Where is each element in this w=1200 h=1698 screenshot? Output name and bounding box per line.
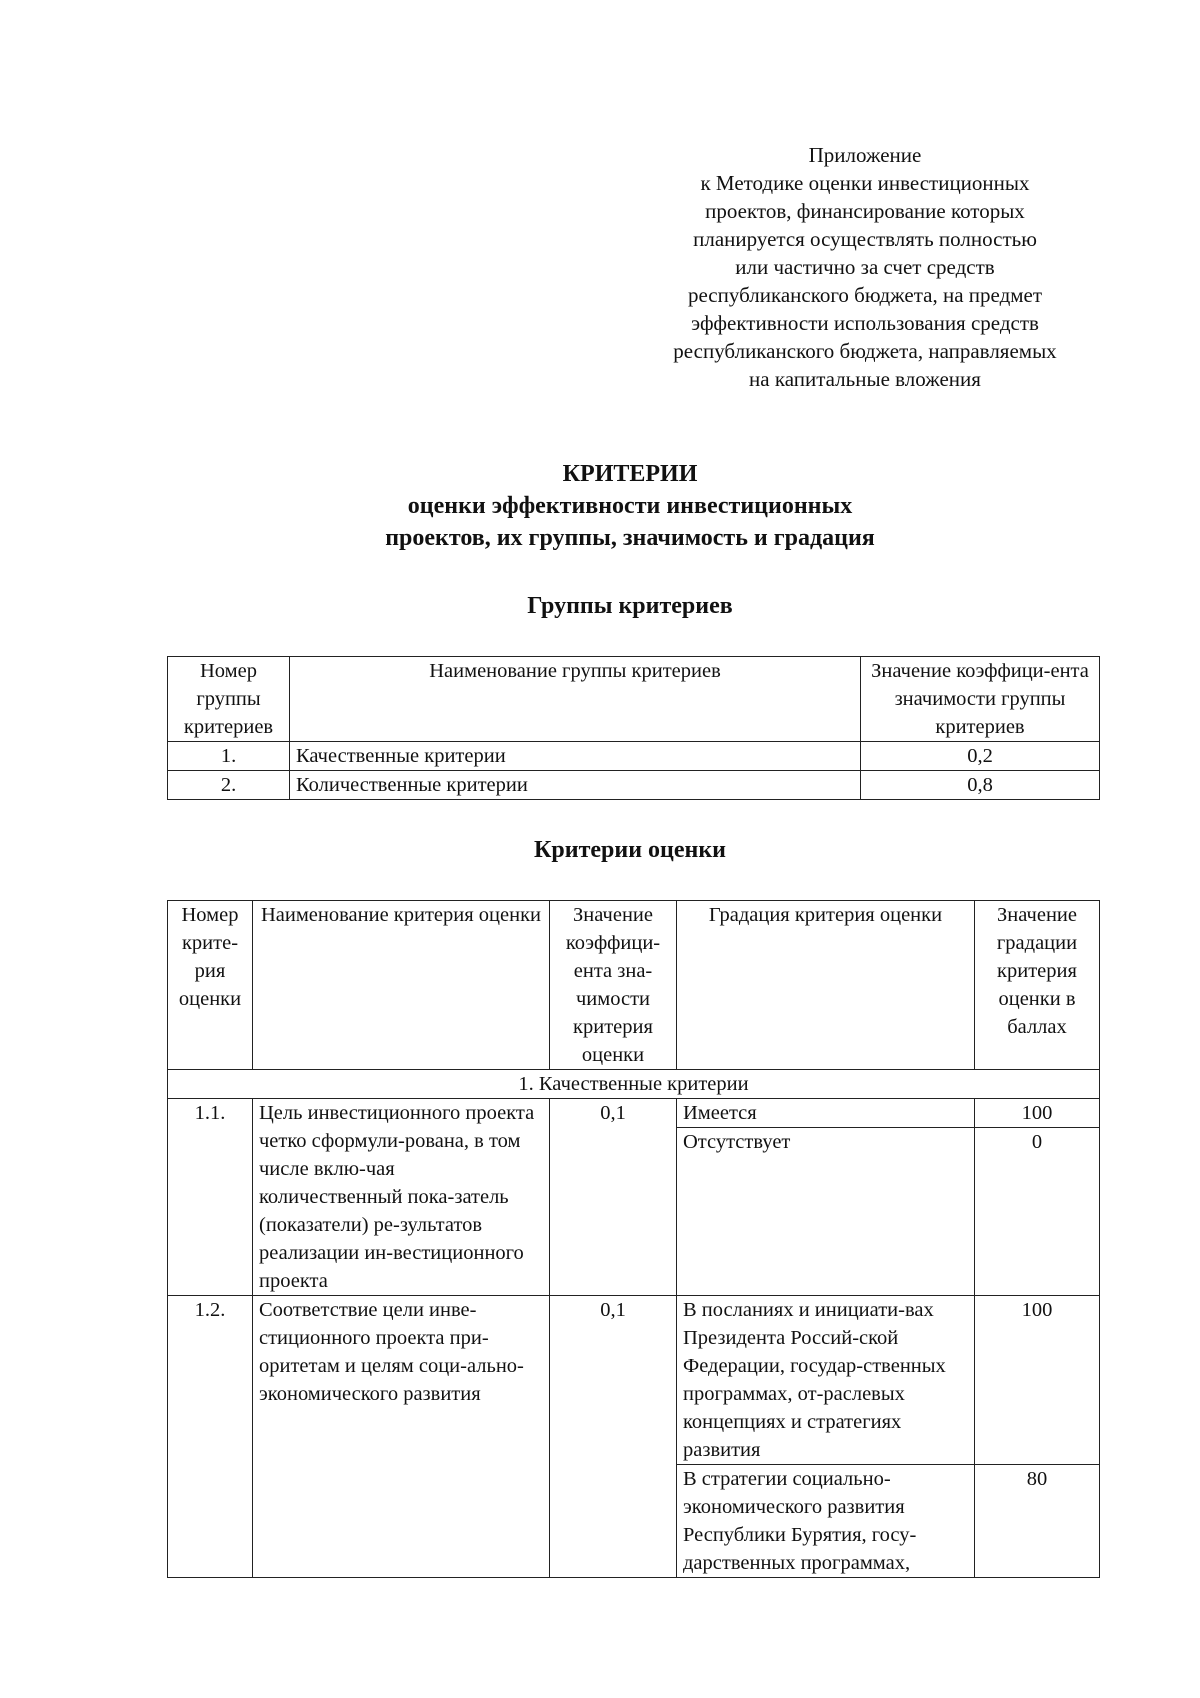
table-header-row — [168, 657, 1100, 742]
header-group-name: Наименование группы критериев — [290, 657, 861, 742]
header-group-coef: Значение коэффици-ента значимости группы критериев — [861, 657, 1100, 742]
criteria-heading: Критерии оценки — [534, 837, 726, 863]
gradation-score: 100 — [975, 1099, 1100, 1128]
appendix-line: республиканского бюджета, направляемых — [673, 339, 1057, 363]
criterion-number: 1.1. — [168, 1099, 253, 1296]
section-row — [168, 1070, 1100, 1099]
groups-table — [167, 656, 1100, 800]
group-name: Качественные критерии — [290, 742, 861, 771]
table-row — [168, 742, 1100, 771]
table-row — [168, 771, 1100, 800]
header-criterion-coef: Значение коэффици-ента зна-чимости критерия оценки — [550, 901, 677, 1070]
title-line-1: КРИТЕРИИ — [562, 461, 698, 487]
appendix-line: эффективности использования средств — [691, 311, 1039, 335]
group-coef: 0,8 — [861, 771, 1100, 800]
appendix-line: проектов, финансирование которых — [705, 199, 1025, 223]
appendix-line: к Методике оценки инвестиционных — [700, 171, 1030, 195]
criterion-coef: 0,1 — [550, 1099, 677, 1296]
group-number: 1. — [168, 742, 290, 771]
header-group-number: Номер группы критериев — [168, 657, 290, 742]
criterion-name: Соответствие цели инве-стиционного проекта при-оритетам и целям соци-ально-экономического развития — [253, 1296, 550, 1578]
appendix-line: или частично за счет средств — [735, 255, 995, 279]
title-line-3: проектов, их группы, значимость и градация — [385, 525, 875, 551]
section-title: 1. Качественные критерии — [168, 1070, 1100, 1099]
table-header-row — [168, 901, 1100, 1070]
group-coef: 0,2 — [861, 742, 1100, 771]
header-score: Значение градации критерия оценки в баллах — [975, 901, 1100, 1070]
header-criterion-name: Наименование критерия оценки — [253, 901, 550, 1070]
gradation-text: В посланиях и инициати-вах Президента Россий-ской Федерации, государ-ственных программах, от-раслевых концепциях и стратегиях развития — [677, 1296, 975, 1465]
criterion-number: 1.2. — [168, 1296, 253, 1578]
appendix-line: республиканского бюджета, на предмет — [687, 283, 1043, 307]
title-line-2: оценки эффективности инвестиционных — [407, 493, 853, 519]
criterion-coef: 0,1 — [550, 1296, 677, 1578]
header-gradation: Градация критерия оценки — [677, 901, 975, 1070]
gradation-text: Имеется — [677, 1099, 975, 1128]
table-row — [168, 1296, 1100, 1465]
criteria-table — [167, 900, 1100, 1578]
criterion-name: Цель инвестиционного проекта четко сформули-рована, в том числе вклю-чая количественный пока-затель (показатели) ре-зультатов реализации ин-вестиционного проекта — [253, 1099, 550, 1296]
appendix-line: Приложение — [808, 143, 922, 167]
gradation-text: Отсутствует — [677, 1128, 975, 1296]
gradation-score: 0 — [975, 1128, 1100, 1296]
gradation-score: 80 — [975, 1465, 1100, 1578]
appendix-line: планируется осуществлять полностью — [693, 227, 1037, 251]
appendix-note — [620, 141, 1110, 393]
group-number: 2. — [168, 771, 290, 800]
gradation-score: 100 — [975, 1296, 1100, 1465]
groups-heading: Группы критериев — [527, 593, 733, 619]
gradation-text: В стратегии социально-экономического развития Республики Бурятия, госу-дарственных программах, — [677, 1465, 975, 1578]
document-title — [0, 458, 1200, 554]
header-criterion-number: Номер крите-рия оценки — [168, 901, 253, 1070]
appendix-line: на капитальные вложения — [749, 367, 981, 391]
table-row — [168, 1099, 1100, 1128]
group-name: Количественные критерии — [290, 771, 861, 800]
